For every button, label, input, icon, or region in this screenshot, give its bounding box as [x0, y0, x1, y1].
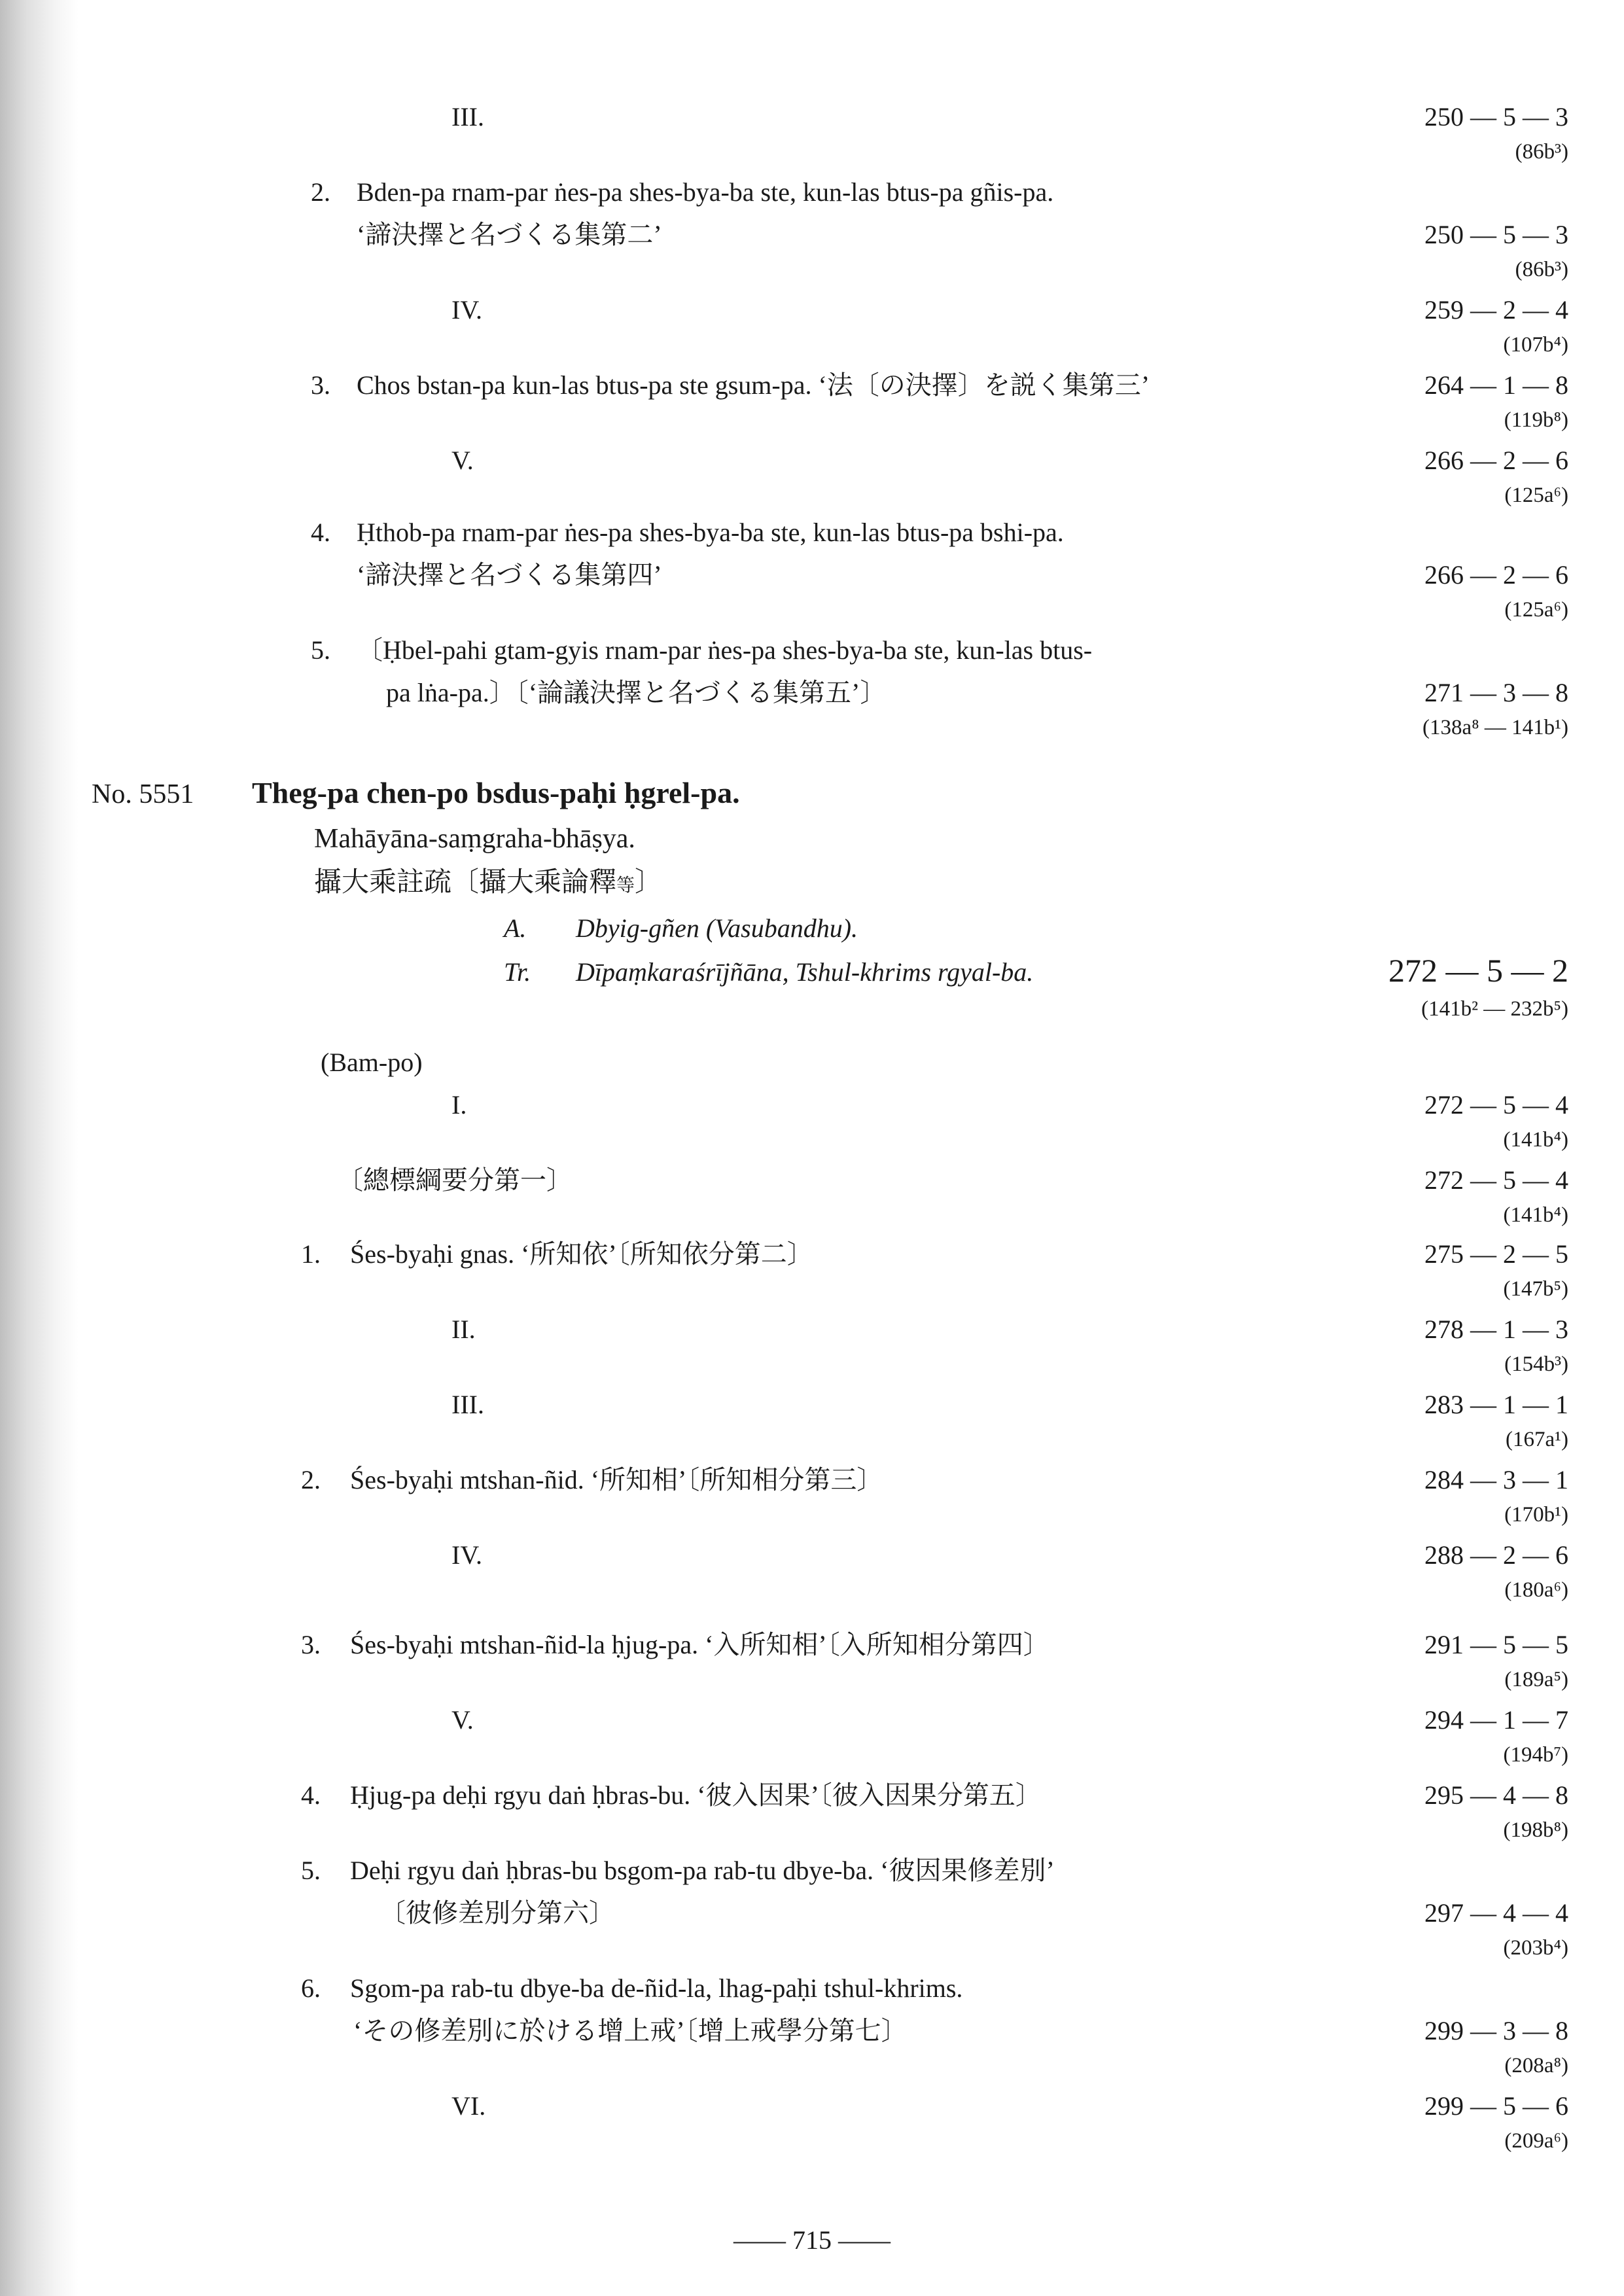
folio-ref: (147b⁵): [1503, 1277, 1568, 1301]
folio-ref: (107b⁴): [1503, 333, 1568, 357]
page-ref: 294 — 1 — 7: [1424, 1705, 1568, 1735]
page-number: —— 715 ——: [733, 2225, 891, 2255]
item-text-continuation: pa lṅa-pa.〕〔‘論議決擇と名づくる集第五’〕: [386, 678, 887, 707]
page-ref: 259 — 2 — 4: [1424, 295, 1568, 325]
folio-ref: (167a¹): [1505, 1428, 1568, 1451]
folio-ref: (119b⁸): [1504, 408, 1568, 432]
author-label: A.: [504, 913, 527, 943]
item-text: Chos bstan-pa kun-las btus-pa ste gsum-pa. ‘法〔の決擇〕を説く集第三’: [357, 370, 1150, 400]
chinese-title: [314, 867, 662, 902]
volume-label: IV.: [451, 295, 483, 325]
folio-ref: (180a⁶): [1504, 1578, 1568, 1602]
item-text: Śes-byaḥi mtshan-ñid-la ḥjug-pa. ‘入所知相’〔入所知相分第四〕: [350, 1630, 1050, 1659]
page-ref: 283 — 1 — 1: [1424, 1390, 1568, 1419]
item-number: 3.: [311, 370, 330, 400]
folio-ref: (198b⁸): [1503, 1818, 1568, 1842]
folio-ref: (189a⁵): [1504, 1668, 1568, 1691]
folio-ref: (125a⁶): [1504, 484, 1568, 507]
translator-names: Dīpaṃkaraśrījñāna, Tshul-khrims rgyal-ba.: [576, 957, 1034, 987]
page-ref: 291 — 5 — 5: [1424, 1630, 1568, 1659]
item-number: 1.: [301, 1239, 321, 1269]
folio-ref: (208a⁸): [1504, 2054, 1568, 2077]
item-number: 3.: [301, 1630, 321, 1659]
volume-label: V.: [451, 1705, 474, 1735]
volume-label: II.: [451, 1315, 476, 1344]
item-text: Śes-byaḥi mtshan-ñid. ‘所知相’〔所知相分第三〕: [350, 1465, 883, 1494]
entry-folio-ref: (141b² — 232b⁵): [1421, 997, 1568, 1021]
item-text-continuation: ‘その修差別に於ける增上戒’〔增上戒學分第七〕: [353, 2016, 908, 2045]
item-number: 2.: [311, 177, 330, 207]
entry-title: Theg-pa chen-po bsdus-paḥi ḥgrel-pa.: [252, 776, 740, 809]
page-ref: 288 — 2 — 6: [1424, 1540, 1568, 1570]
volume-label: V.: [451, 446, 474, 475]
item-number: 6.: [301, 1973, 321, 2003]
item-text: Bden-pa rnam-par ṅes-pa shes-bya-ba ste, kun-las btus-pa gñis-pa.: [357, 177, 1054, 207]
chinese-title-main: 攝大乘註疏〔攝大乘論釋: [314, 868, 617, 898]
volume-label: III.: [451, 102, 484, 132]
item-number: 4.: [301, 1780, 321, 1810]
item-text-continuation: 〔彼修差別分第六〕: [380, 1898, 615, 1928]
volume-label: I.: [451, 1090, 467, 1120]
page-ref: 272 — 5 — 4: [1424, 1165, 1568, 1195]
folio-ref: (141b⁴): [1503, 1128, 1568, 1152]
folio-ref: (86b³): [1515, 140, 1568, 164]
sanskrit-title: Mahāyāna-saṃgraha-bhāṣya.: [314, 824, 635, 854]
bam-po-heading: (Bam-po): [321, 1048, 423, 1077]
item-text: Ḥjug-pa deḥi rgyu daṅ ḥbras-bu. ‘彼入因果’〔彼入因果分第五〕: [350, 1780, 1042, 1810]
page-ref: 266 — 2 — 6: [1424, 446, 1568, 475]
folio-ref: (138a⁸ — 141b¹): [1422, 716, 1568, 739]
page-ref: 272 — 5 — 4: [1424, 1090, 1568, 1120]
volume-label: IV.: [451, 1540, 483, 1570]
chinese-title-end: 〕: [635, 868, 663, 898]
entry-page-ref: 272 — 5 — 2: [1388, 952, 1568, 989]
chinese-title-small: 等: [616, 875, 635, 896]
item-japanese: ‘諦決擇と名づくる集第四’: [357, 560, 662, 590]
folio-ref: (170b¹): [1504, 1503, 1568, 1527]
page-ref: 250 — 5 — 3: [1424, 102, 1568, 132]
folio-ref: (125a⁶): [1504, 598, 1568, 622]
page-ref: 266 — 2 — 6: [1424, 560, 1568, 590]
page-ref: 278 — 1 — 3: [1424, 1315, 1568, 1344]
page-ref: 250 — 5 — 3: [1424, 220, 1568, 249]
page-ref: 295 — 4 — 8: [1424, 1780, 1568, 1810]
page-ref: 264 — 1 — 8: [1424, 370, 1568, 400]
scan-shadow-edge: [0, 0, 79, 2296]
page-ref: 299 — 5 — 6: [1424, 2091, 1568, 2121]
volume-label: VI.: [451, 2091, 486, 2121]
author-name: Dbyig-gñen (Vasubandhu).: [576, 913, 858, 943]
item-text: Śes-byaḥi gnas. ‘所知依’〔所知依分第二〕: [350, 1239, 813, 1269]
entry-number: No. 5551: [92, 779, 194, 809]
item-number: 5.: [311, 635, 330, 665]
volume-label: III.: [451, 1390, 484, 1419]
page-ref: 275 — 2 — 5: [1424, 1239, 1568, 1269]
chapter-label: 〔總標綱要分第一〕: [337, 1165, 573, 1195]
item-text: 〔Ḥbel-pahi gtam-gyis rnam-par ṅes-pa shes-bya-ba ste, kun-las btus-: [357, 635, 1093, 665]
item-number: 2.: [301, 1465, 321, 1494]
item-text: Deḥi rgyu daṅ ḥbras-bu bsgom-pa rab-tu dbye-ba. ‘彼因果修差別’: [350, 1856, 1055, 1885]
folio-ref: (141b⁴): [1503, 1203, 1568, 1227]
item-japanese: ‘諦決擇と名づくる集第二’: [357, 220, 662, 249]
item-number: 5.: [301, 1856, 321, 1885]
translator-label: Tr.: [504, 957, 531, 987]
page-ref: 299 — 3 — 8: [1424, 2016, 1568, 2045]
folio-ref: (203b⁴): [1503, 1936, 1568, 1960]
folio-ref: (194b⁷): [1503, 1743, 1568, 1767]
folio-ref: (209a⁶): [1504, 2129, 1568, 2153]
folio-ref: (154b³): [1504, 1352, 1568, 1376]
item-text: Ḥthob-pa rnam-par ṅes-pa shes-bya-ba ste, kun-las btus-pa bshi-pa.: [357, 518, 1064, 547]
folio-ref: (86b³): [1515, 258, 1568, 281]
page-ref: 284 — 3 — 1: [1424, 1465, 1568, 1494]
item-number: 4.: [311, 518, 330, 547]
page-ref: 271 — 3 — 8: [1424, 678, 1568, 707]
item-text: Sgom-pa rab-tu dbye-ba de-ñid-la, lhag-paḥi tshul-khrims.: [350, 1973, 963, 2003]
page-ref: 297 — 4 — 4: [1424, 1898, 1568, 1928]
